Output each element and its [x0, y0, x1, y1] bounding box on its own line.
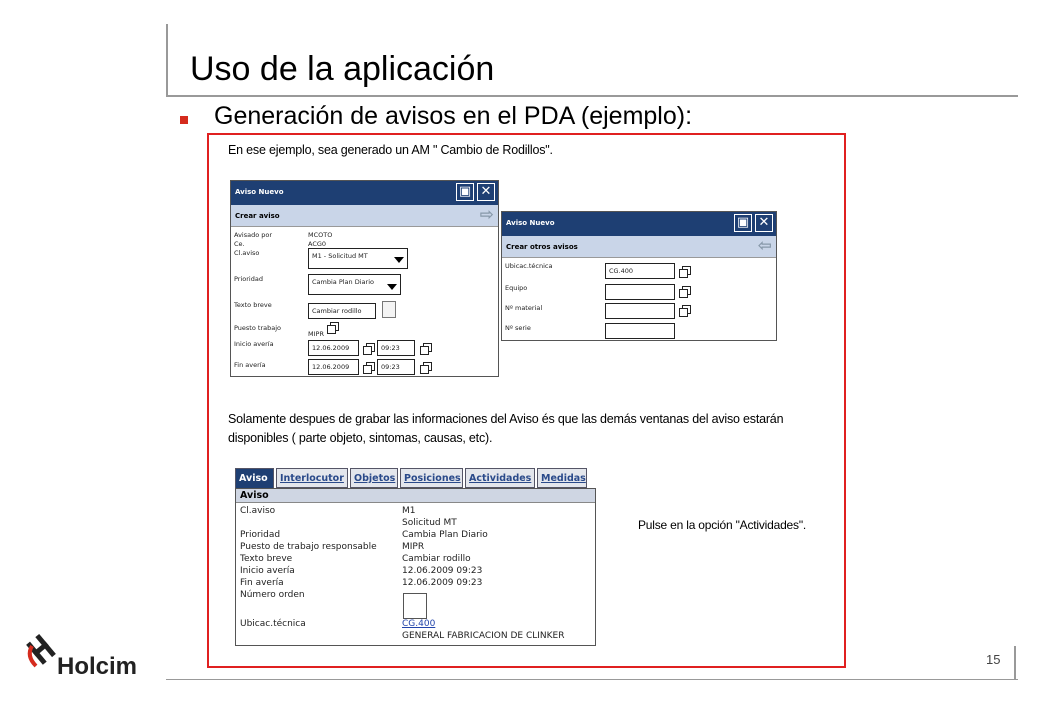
- claviso-select-value: M1 - Solicitud MT: [312, 252, 368, 260]
- close-icon[interactable]: ✕: [477, 183, 495, 201]
- inicio-averia-label: Inicio avería: [234, 340, 274, 348]
- row-label: Texto breve: [240, 554, 293, 564]
- explanation-text: Solamente despues de grabar las informaciones del Aviso és que las demás ventanas del aviso estarán disponibles ( parte objeto, sintomas, causas, etc).: [228, 412, 784, 445]
- copy-icon[interactable]: [327, 322, 338, 333]
- copy-icon[interactable]: [363, 343, 374, 354]
- copy-icon[interactable]: [679, 266, 690, 277]
- footer-vertical-rule: [1014, 646, 1016, 680]
- texto-breve-input[interactable]: Cambiar rodillo: [308, 303, 376, 319]
- ce-value: ACG0: [308, 240, 327, 248]
- bullet-text: Generación de avisos en el PDA (ejemplo):: [214, 102, 693, 130]
- row-value: M1: [402, 506, 416, 516]
- avisado-por-label: Avisado por: [234, 231, 273, 239]
- serie-input[interactable]: [605, 323, 675, 339]
- title-vertical-rule: [166, 24, 168, 96]
- tab-actividades[interactable]: Actividades: [465, 468, 535, 488]
- ubicac-label: Ubicac.técnica: [240, 619, 306, 629]
- pda-section-title: Crear aviso: [235, 212, 280, 220]
- row-value: MIPR: [402, 542, 425, 552]
- prioridad-select-value: Cambia Plan Diario: [312, 278, 374, 286]
- arrow-right-icon[interactable]: ⇨: [479, 205, 494, 225]
- prioridad-select[interactable]: [308, 274, 401, 295]
- equipo-label: Equipo: [505, 284, 528, 292]
- row-label: Inicio avería: [240, 566, 295, 576]
- slide-title: Uso de la aplicación: [190, 50, 495, 88]
- pda-titlebar: [231, 181, 498, 205]
- title-underline: [166, 95, 1018, 97]
- claviso-label: Cl.aviso: [234, 249, 260, 257]
- pda-section-bar: [231, 205, 498, 227]
- row-value: 12.06.2009 09:23: [402, 578, 483, 588]
- copy-icon[interactable]: [420, 343, 431, 354]
- save-icon[interactable]: ▣: [456, 183, 474, 201]
- ce-label: Ce.: [234, 240, 245, 248]
- inicio-time-input[interactable]: 09:23: [377, 340, 415, 356]
- texto-breve-label: Texto breve: [234, 301, 272, 309]
- bullet-square-icon: [180, 116, 188, 124]
- ubicac-tecnica-label: Ubicac.técnica: [505, 262, 553, 270]
- pda-title: Aviso Nuevo: [235, 188, 284, 196]
- note-text: Pulse en la opción "Actividades".: [638, 518, 807, 532]
- serie-label: Nº serie: [505, 324, 531, 332]
- puesto-trabajo-label: Puesto trabajo: [234, 324, 281, 332]
- material-label: Nº material: [505, 304, 543, 312]
- example-frame: [207, 133, 846, 668]
- row-value: Cambiar rodillo: [402, 554, 471, 564]
- fin-averia-label: Fin avería: [234, 361, 266, 369]
- fin-time-input[interactable]: 09:23: [377, 359, 415, 375]
- fin-date-input[interactable]: 12.06.2009: [308, 359, 359, 375]
- aviso-detail-panel: [235, 488, 596, 646]
- row-value: 12.06.2009 09:23: [402, 566, 483, 576]
- chevron-down-icon: [394, 257, 404, 263]
- tab-interlocutor[interactable]: Interlocutor: [276, 468, 348, 488]
- pda-titlebar: [502, 212, 776, 236]
- row-label: Cl.aviso: [240, 506, 276, 516]
- prioridad-label: Prioridad: [234, 275, 263, 283]
- tab-objetos[interactable]: Objetos: [350, 468, 398, 488]
- row-label: Prioridad: [240, 530, 281, 540]
- pda-section-bar: [502, 236, 776, 258]
- pda-section-title: Crear otros avisos: [506, 243, 578, 251]
- close-icon[interactable]: ✕: [755, 214, 773, 232]
- row-label: Fin avería: [240, 578, 284, 588]
- tab-aviso[interactable]: Aviso: [235, 468, 274, 489]
- copy-icon[interactable]: [679, 305, 690, 316]
- pda-window-crear-aviso: [230, 180, 499, 377]
- chevron-down-icon: [387, 284, 397, 290]
- pda-title: Aviso Nuevo: [506, 219, 555, 227]
- puesto-trabajo-value: MIPR: [308, 330, 324, 338]
- tab-posiciones[interactable]: Posiciones: [400, 468, 463, 488]
- page-number: 15: [986, 652, 1001, 667]
- save-icon[interactable]: ▣: [734, 214, 752, 232]
- row-label: Puesto de trabajo responsable: [240, 542, 377, 552]
- panel-header: Aviso: [236, 489, 595, 503]
- claviso-select[interactable]: [308, 248, 408, 269]
- inicio-date-input[interactable]: 12.06.2009: [308, 340, 359, 356]
- material-input[interactable]: [605, 303, 675, 319]
- copy-icon[interactable]: [420, 362, 431, 373]
- copy-icon[interactable]: [363, 362, 374, 373]
- intro-text: En ese ejemplo, sea generado un AM " Cambio de Rodillos".: [228, 143, 553, 157]
- document-icon[interactable]: [382, 301, 396, 318]
- row-value: Cambia Plan Diario: [402, 530, 488, 540]
- copy-icon[interactable]: [679, 286, 690, 297]
- avisado-por-value: MCOTO: [308, 231, 333, 239]
- ubicac-description: GENERAL FABRICACION DE CLINKER: [402, 631, 565, 641]
- document-icon[interactable]: [403, 593, 427, 619]
- logo-text: Holcim: [57, 653, 138, 680]
- pda-window-crear-otros-avisos: [501, 211, 777, 341]
- ubicac-link[interactable]: CG.400: [402, 619, 436, 629]
- row-label: Número orden: [240, 590, 305, 600]
- row-value: Solicitud MT: [402, 518, 457, 528]
- footer-rule: [166, 679, 1018, 680]
- arrow-left-icon[interactable]: ⇦: [757, 236, 772, 256]
- equipo-input[interactable]: [605, 284, 675, 300]
- tab-medidas[interactable]: Medidas: [537, 468, 587, 488]
- ubicac-tecnica-input[interactable]: CG.400: [605, 263, 675, 279]
